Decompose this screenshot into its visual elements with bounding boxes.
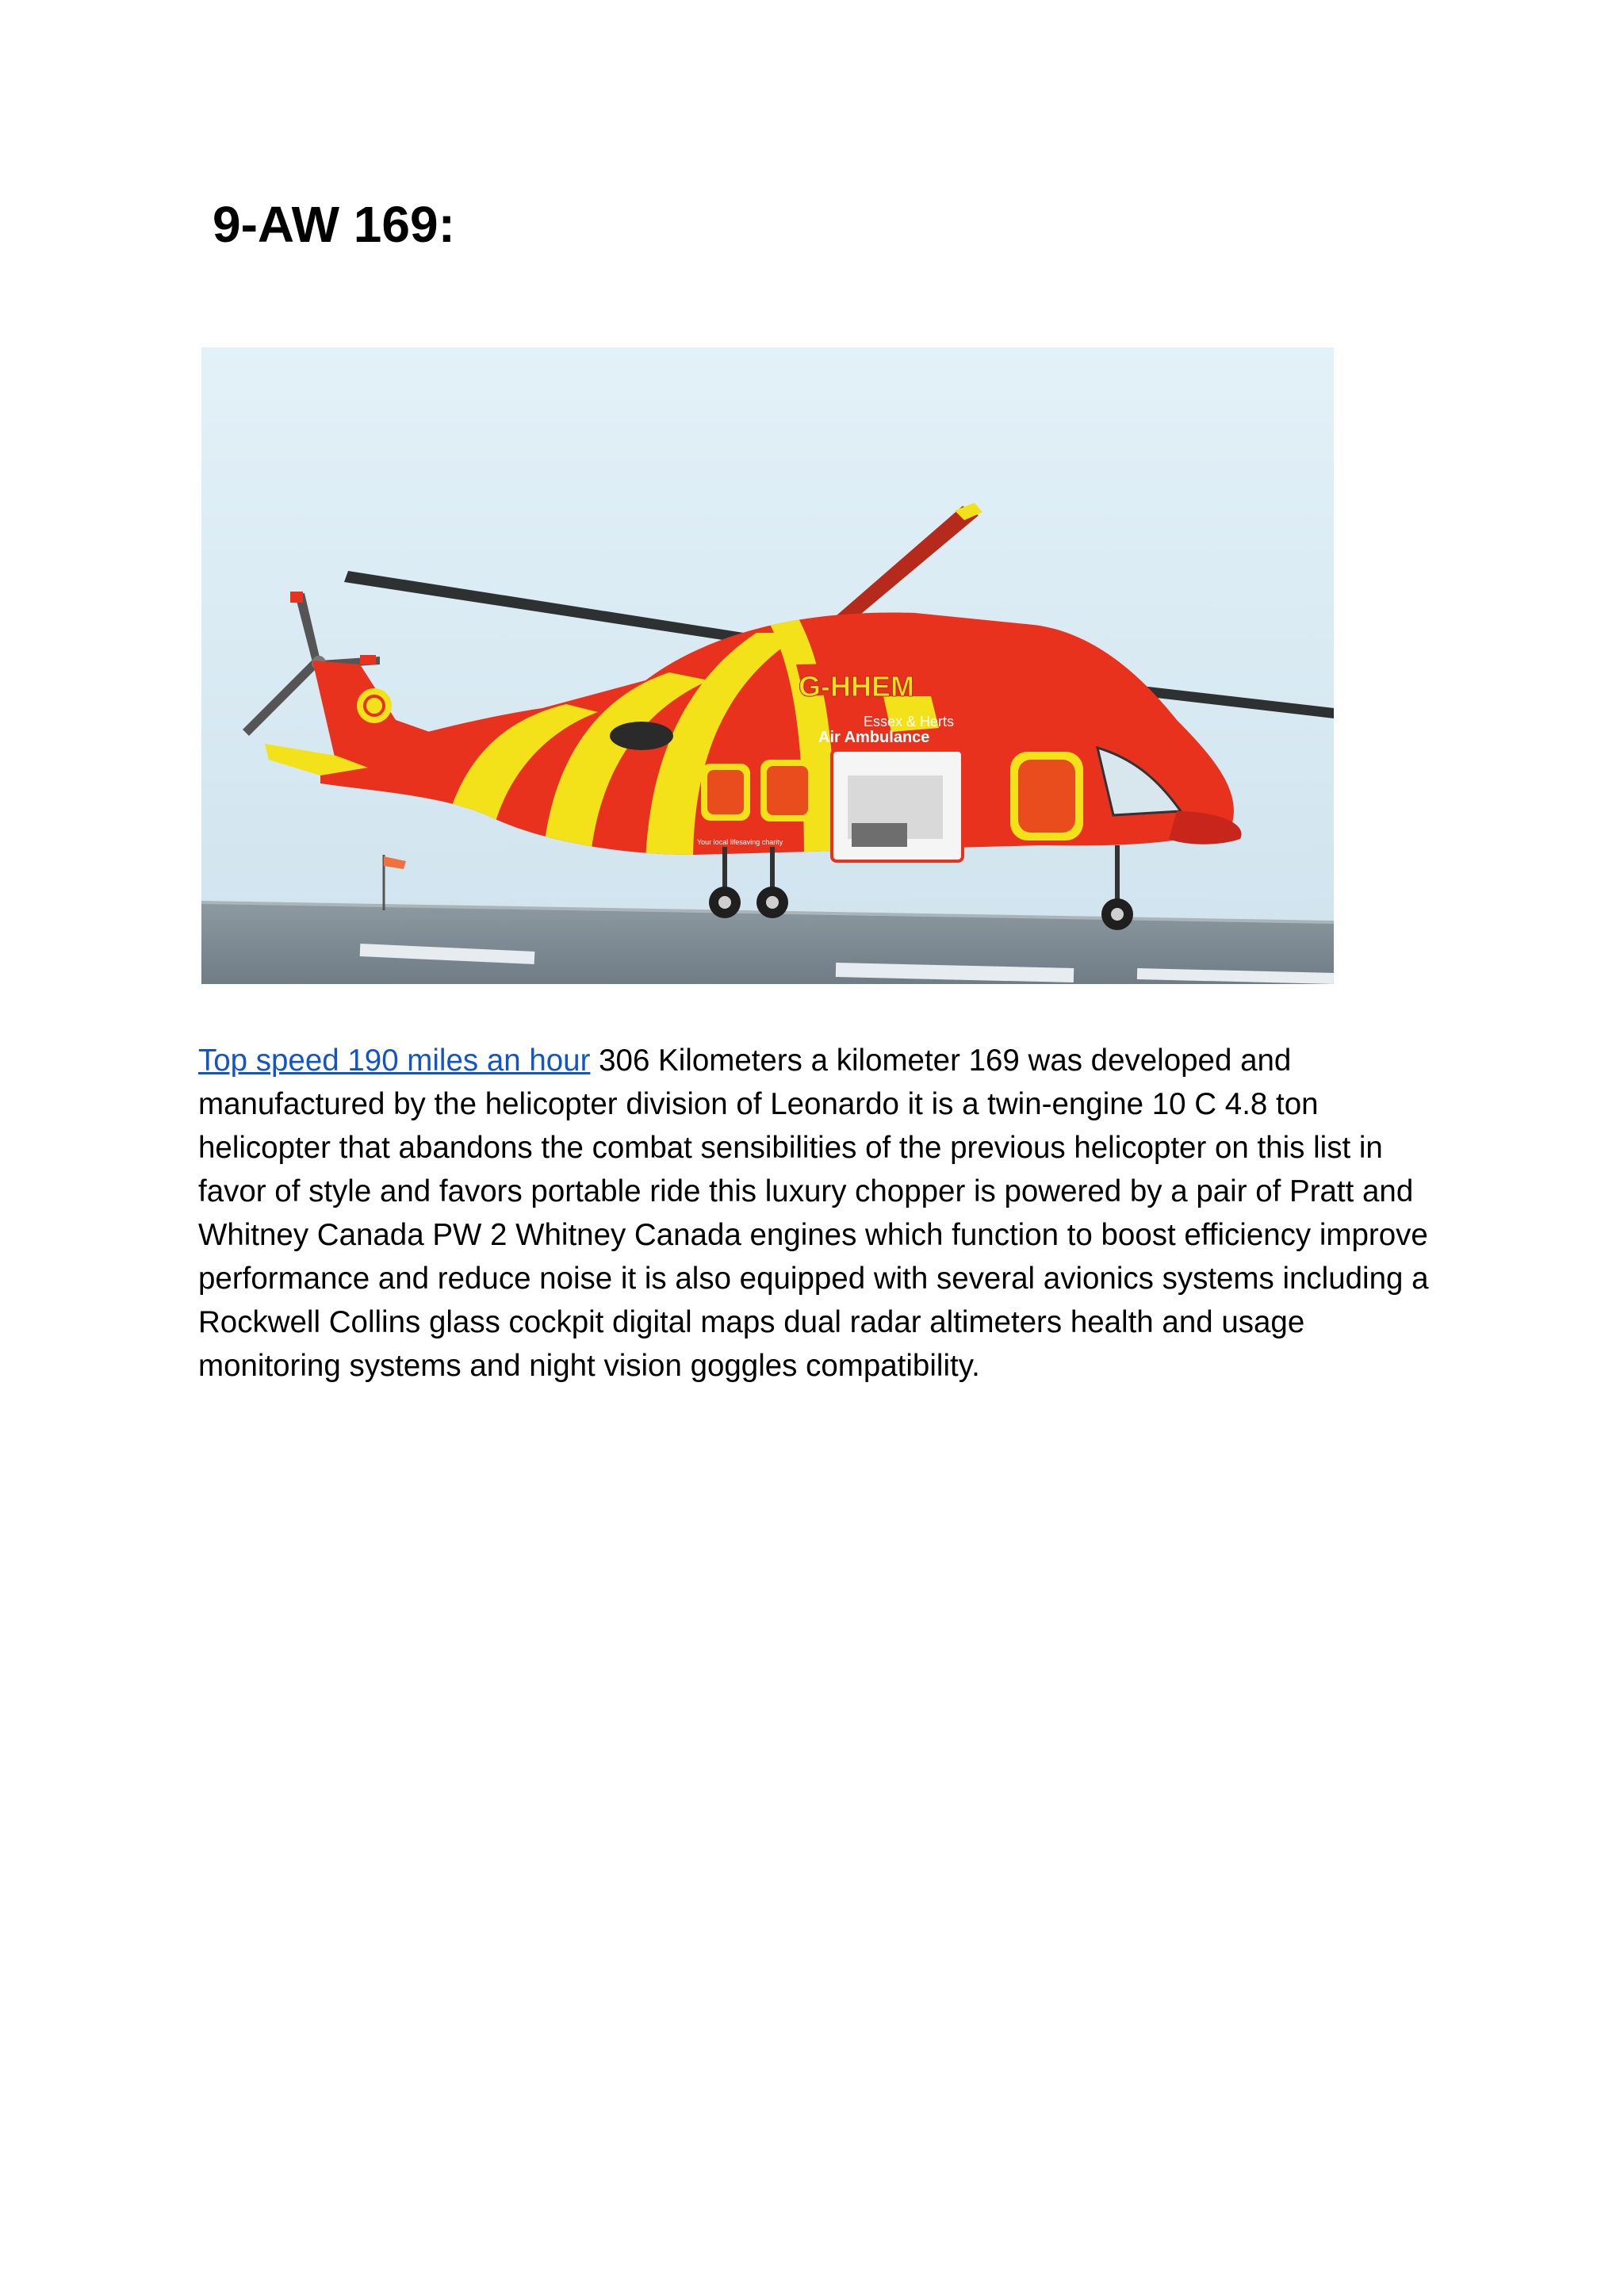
helicopter-photo xyxy=(201,347,1334,984)
body-paragraph xyxy=(198,1039,1451,1388)
livery-line1: Essex & Herts xyxy=(864,714,955,730)
top-speed-link[interactable]: Top speed 190 miles an hour xyxy=(198,1044,591,1078)
livery-tagline: Your local lifesaving charity xyxy=(697,838,783,846)
registration-mark: G-HHEM xyxy=(799,670,914,703)
body-text: 306 Kilometers a kilometer 169 was developed and manufactured by the helicopter division of Leonardo it is a twin-engine 10 C 4.8 ton helicopter that abandons the combat sensibilities of the previous helicopter on this list in favor of style and favors portable ride this luxury chopper is powered by a pair of Pratt and Whitney Canada PW 2 Whitney Canada engines which function to boost efficiency improve performance and reduce noise it is also equipped with several avionics systems including a Rockwell Collins glass cockpit digital maps dual radar altimeters health and usage monitoring systems and night vision goggles compatibility. xyxy=(198,1044,1429,1383)
livery-line2: Air Ambulance xyxy=(818,729,930,746)
page-title: 9-AW 169: xyxy=(213,196,455,253)
helicopter-illustration xyxy=(201,347,1334,984)
